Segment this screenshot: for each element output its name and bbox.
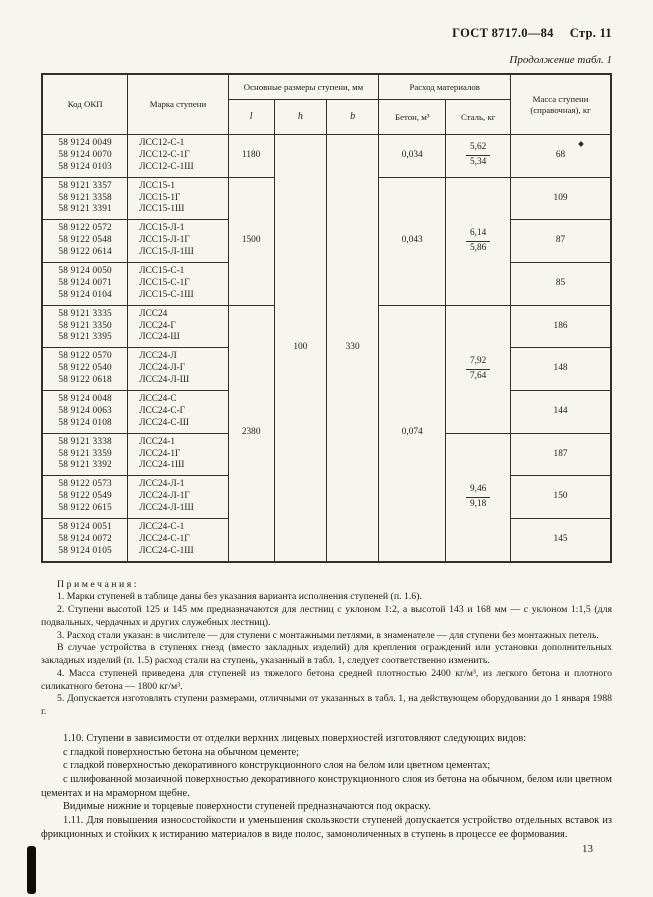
okp-code-cell: [42, 391, 128, 434]
steel-fraction: [466, 356, 490, 383]
step-mark-cell: [128, 348, 228, 391]
col-header-dimensions-group: Основные размеры ступени, мм: [228, 74, 379, 100]
clause-1-10-closing: Видимые нижние и торцевые поверхности ступеней предназначаются под окраску.: [63, 801, 431, 813]
concrete-volume-cell: 0,034: [379, 135, 446, 178]
steel-mass-cell: [446, 305, 511, 433]
step-mark: ЛСС24-Л: [139, 351, 177, 362]
okp-code: 58 9124 0108: [58, 417, 112, 428]
col-header-okp-code: Код ОКП: [42, 74, 128, 135]
okp-code: 58 9124 0105: [58, 545, 112, 556]
steel-fraction: [466, 228, 490, 255]
clause-1-10: 1.10. Ступени в зависимости от отделки верхних лицевых поверхностей изготовляют следующих видов:: [63, 732, 527, 744]
page-header: [41, 26, 612, 41]
step-mark: ЛСС24-С-1Г: [139, 533, 190, 544]
step-mass-cell: 186: [511, 305, 611, 348]
step-mark-cell: [128, 476, 228, 519]
spec-table-body: [42, 135, 611, 562]
step-mark: ЛСС24-1Ш: [139, 460, 185, 471]
step-mark-cell: [128, 220, 228, 263]
step-mark: ЛСС24-Г: [139, 320, 176, 331]
okp-code-cell: [42, 476, 128, 519]
okp-code-cell: [42, 263, 128, 306]
step-mark: ЛСС24: [139, 308, 168, 319]
step-mark: ЛСС24-С-1Ш: [139, 545, 194, 556]
okp-code-cell: [42, 519, 128, 562]
step-mark-cell: [128, 519, 228, 562]
okp-code: 58 9122 0570: [58, 351, 112, 362]
col-header-length-l: l: [228, 100, 274, 135]
step-mark: ЛСС24-С-1: [139, 522, 185, 533]
okp-code-cell: [42, 433, 128, 476]
okp-code: 58 9124 0049: [58, 138, 112, 148]
okp-code: 58 9122 0614: [58, 247, 112, 258]
body-text-section: [41, 732, 612, 842]
step-mark: ЛСС15-1Ш: [139, 204, 185, 215]
step-mass-cell: 68: [511, 135, 611, 178]
step-mark-cell: [128, 391, 228, 434]
standard-reference: ГОСТ 8717.0—84: [452, 26, 554, 40]
step-mark: ЛСС24-Л-1Г: [139, 491, 190, 502]
scan-artifact: [27, 846, 36, 894]
okp-code-cell: [42, 348, 128, 391]
okp-code-cell: [42, 135, 128, 178]
okp-code: 58 9122 0540: [58, 363, 112, 374]
okp-code: 58 9121 3392: [58, 460, 112, 471]
step-mass-cell: 187: [511, 433, 611, 476]
concrete-volume-cell: 0,074: [379, 305, 446, 562]
fraction-numerator: 9,46: [466, 484, 490, 498]
col-header-steel: Сталь, кг: [446, 100, 511, 135]
col-header-width-b: b: [326, 100, 378, 135]
page-label: Стр. 11: [569, 26, 612, 40]
step-mass-cell: 150: [511, 476, 611, 519]
note-item-5: 5. Допускается изготовлять ступени размерами, отличными от указанных в табл. 1, на действующем оборудовании до 1 января 1988 г.: [41, 693, 612, 718]
okp-code: 58 9122 0572: [58, 223, 112, 234]
okp-code: 58 9121 3338: [58, 436, 112, 447]
notes-title: Примечания:: [57, 578, 140, 590]
okp-code: 58 9122 0548: [58, 235, 112, 246]
clause-1-11: 1.11. Для повышения износостойкости и уменьшения скользкости ступеней допускается устройство отдельных вставок из фрикционных и стойких к истиранию материалов в виде полос, замоноличенных в ступень в процессе ее формования.: [41, 815, 612, 840]
step-mark: ЛСС15-1Г: [139, 192, 181, 203]
note-item-3-continued: В случае устройства в ступенях гнезд (вместо закладных изделий) для крепления ограждений или установки дополнительных закладных изделий (п. 1.5) расход стали на ступень, указанный в табл. 1, следует соответственно изменить.: [41, 642, 612, 667]
okp-code: 58 9122 0573: [58, 479, 112, 490]
step-mark: ЛСС24-1Г: [139, 448, 181, 459]
step-mark: ЛСС24-Л-1: [139, 479, 185, 490]
steel-fraction: [466, 484, 490, 511]
fraction-denominator: 7,64: [470, 370, 487, 381]
okp-code: 58 9121 3395: [58, 332, 112, 343]
okp-code: 58 9124 0050: [58, 266, 112, 277]
width-cell: 330: [326, 135, 378, 562]
col-header-materials-group: Расход материалов: [379, 74, 511, 100]
clause-1-10-item-3: с шлифованной мозаичной поверхностью декоративного конструкционного слоя из бетона на обычном, белом или цветном цементах и на мраморном щебне.: [41, 774, 612, 799]
fraction-numerator: 7,92: [466, 356, 490, 370]
fraction-numerator: 6,14: [466, 228, 490, 242]
okp-code: 58 9122 0549: [58, 491, 112, 502]
steps-spec-table: [41, 73, 612, 563]
step-mark: ЛСС12-С-1Ш: [139, 161, 194, 172]
step-mark: ЛСС24-Л-Г: [139, 363, 186, 374]
okp-code: 58 9124 0103: [58, 161, 112, 172]
step-mass-cell: 148: [511, 348, 611, 391]
clause-1-10-item-1: с гладкой поверхностью бетона на обычном цементе;: [63, 746, 300, 758]
okp-code: 58 9124 0071: [58, 277, 112, 288]
step-mark: ЛСС24-1: [139, 436, 176, 447]
page-number: 13: [582, 843, 593, 855]
step-mark: ЛСС12-С-1: [139, 138, 185, 148]
step-mark-cell: [128, 177, 228, 220]
col-header-mass: Масса ступени (справочная), кг: [511, 74, 611, 135]
okp-code: 58 9121 3335: [58, 308, 112, 319]
okp-code: 58 9121 3350: [58, 320, 112, 331]
step-mass-cell: 85: [511, 263, 611, 306]
fraction-numerator: 5,62: [466, 142, 490, 156]
length-cell: 1500: [228, 177, 274, 305]
table-continuation-label: Продолжение табл. 1: [509, 54, 612, 66]
concrete-volume-cell: 0,043: [379, 177, 446, 305]
okp-code: 58 9124 0070: [58, 149, 112, 160]
okp-code: 58 9124 0051: [58, 522, 112, 533]
note-item-4: 4. Масса ступеней приведена для ступеней из тяжелого бетона средней плотностью 2400 кг/м³, из легкого бетона и плотного силикатного бетона — 1800 кг/м³.: [41, 667, 612, 692]
step-mark: ЛСС15-Л-1Г: [139, 235, 190, 246]
note-item-3: 3. Расход стали указан: в числителе — для ступени с монтажными петлями, в знаменателе — для ступени без монтажных петель.: [57, 629, 599, 641]
steel-mass-cell: [446, 177, 511, 305]
note-item-2: 2. Ступени высотой 125 и 145 мм предназначаются для лестниц с уклоном 1:2, а высотой 143 и 168 мм — с уклоном 1:1,5 (для подвальных, чердачных и других служебных лестниц).: [41, 604, 612, 628]
okp-code: 58 9124 0063: [58, 405, 112, 416]
step-mark: ЛСС15-Л-1: [139, 223, 185, 234]
col-header-concrete: Бетон, м³: [379, 100, 446, 135]
okp-code: 58 9124 0104: [58, 289, 112, 300]
step-mark: ЛСС24-Ш: [139, 332, 180, 343]
okp-code: 58 9121 3391: [58, 204, 112, 215]
step-mark: ЛСС15-1: [139, 180, 176, 191]
step-mass-cell: 109: [511, 177, 611, 220]
step-mass-cell: 87: [511, 220, 611, 263]
note-item-1: 1. Марки ступеней в таблице даны без указания варианта исполнения ступеней (п. 1.6).: [57, 591, 422, 603]
steel-fraction: [466, 142, 490, 169]
okp-code: 58 9124 0072: [58, 533, 112, 544]
table-header: [42, 74, 611, 135]
fraction-denominator: 5,86: [470, 242, 487, 253]
table-row: [42, 135, 611, 178]
notes-section: [41, 579, 612, 719]
step-mark: ЛСС15-С-1: [139, 266, 185, 277]
col-header-step-mark: Марка ступени: [128, 74, 228, 135]
height-cell: 100: [274, 135, 326, 562]
step-mark-cell: [128, 305, 228, 348]
step-mark: ЛСС15-С-1Г: [139, 277, 190, 288]
steel-mass-cell: [446, 135, 511, 178]
okp-code: 58 9122 0618: [58, 375, 112, 386]
okp-code: 58 9121 3357: [58, 180, 112, 191]
okp-code-cell: [42, 305, 128, 348]
step-mark: ЛСС15-Л-1Ш: [139, 247, 194, 258]
length-cell: 1180: [228, 135, 274, 178]
step-mark: ЛСС12-С-1Г: [139, 149, 190, 160]
step-mark: ЛСС24-С-Г: [139, 405, 186, 416]
step-mark-cell: [128, 263, 228, 306]
fraction-denominator: 5,34: [470, 157, 487, 168]
okp-code: 58 9122 0615: [58, 503, 112, 514]
okp-code: 58 9124 0048: [58, 394, 112, 405]
step-mark: ЛСС15-С-1Ш: [139, 289, 194, 300]
steel-mass-cell: [446, 433, 511, 562]
okp-code: 58 9121 3358: [58, 192, 112, 203]
clause-1-10-item-2: с гладкой поверхностью декоративного конструкционного слоя на белом или цветном цементах;: [63, 760, 491, 772]
step-mass-cell: 145: [511, 519, 611, 562]
step-mark: ЛСС24-Л-1Ш: [139, 503, 194, 514]
col-header-height-h: h: [274, 100, 326, 135]
step-mass-cell: 144: [511, 391, 611, 434]
step-mark: ЛСС24-Л-Ш: [139, 375, 190, 386]
okp-code-cell: [42, 220, 128, 263]
fraction-denominator: 9,18: [470, 498, 487, 509]
step-mark-cell: [128, 433, 228, 476]
okp-code-cell: [42, 177, 128, 220]
step-mark: ЛСС24-С-Ш: [139, 417, 190, 428]
step-mark: ЛСС24-С: [139, 394, 177, 405]
length-cell: 2380: [228, 305, 274, 562]
okp-code: 58 9121 3359: [58, 448, 112, 459]
step-mark-cell: [128, 135, 228, 178]
